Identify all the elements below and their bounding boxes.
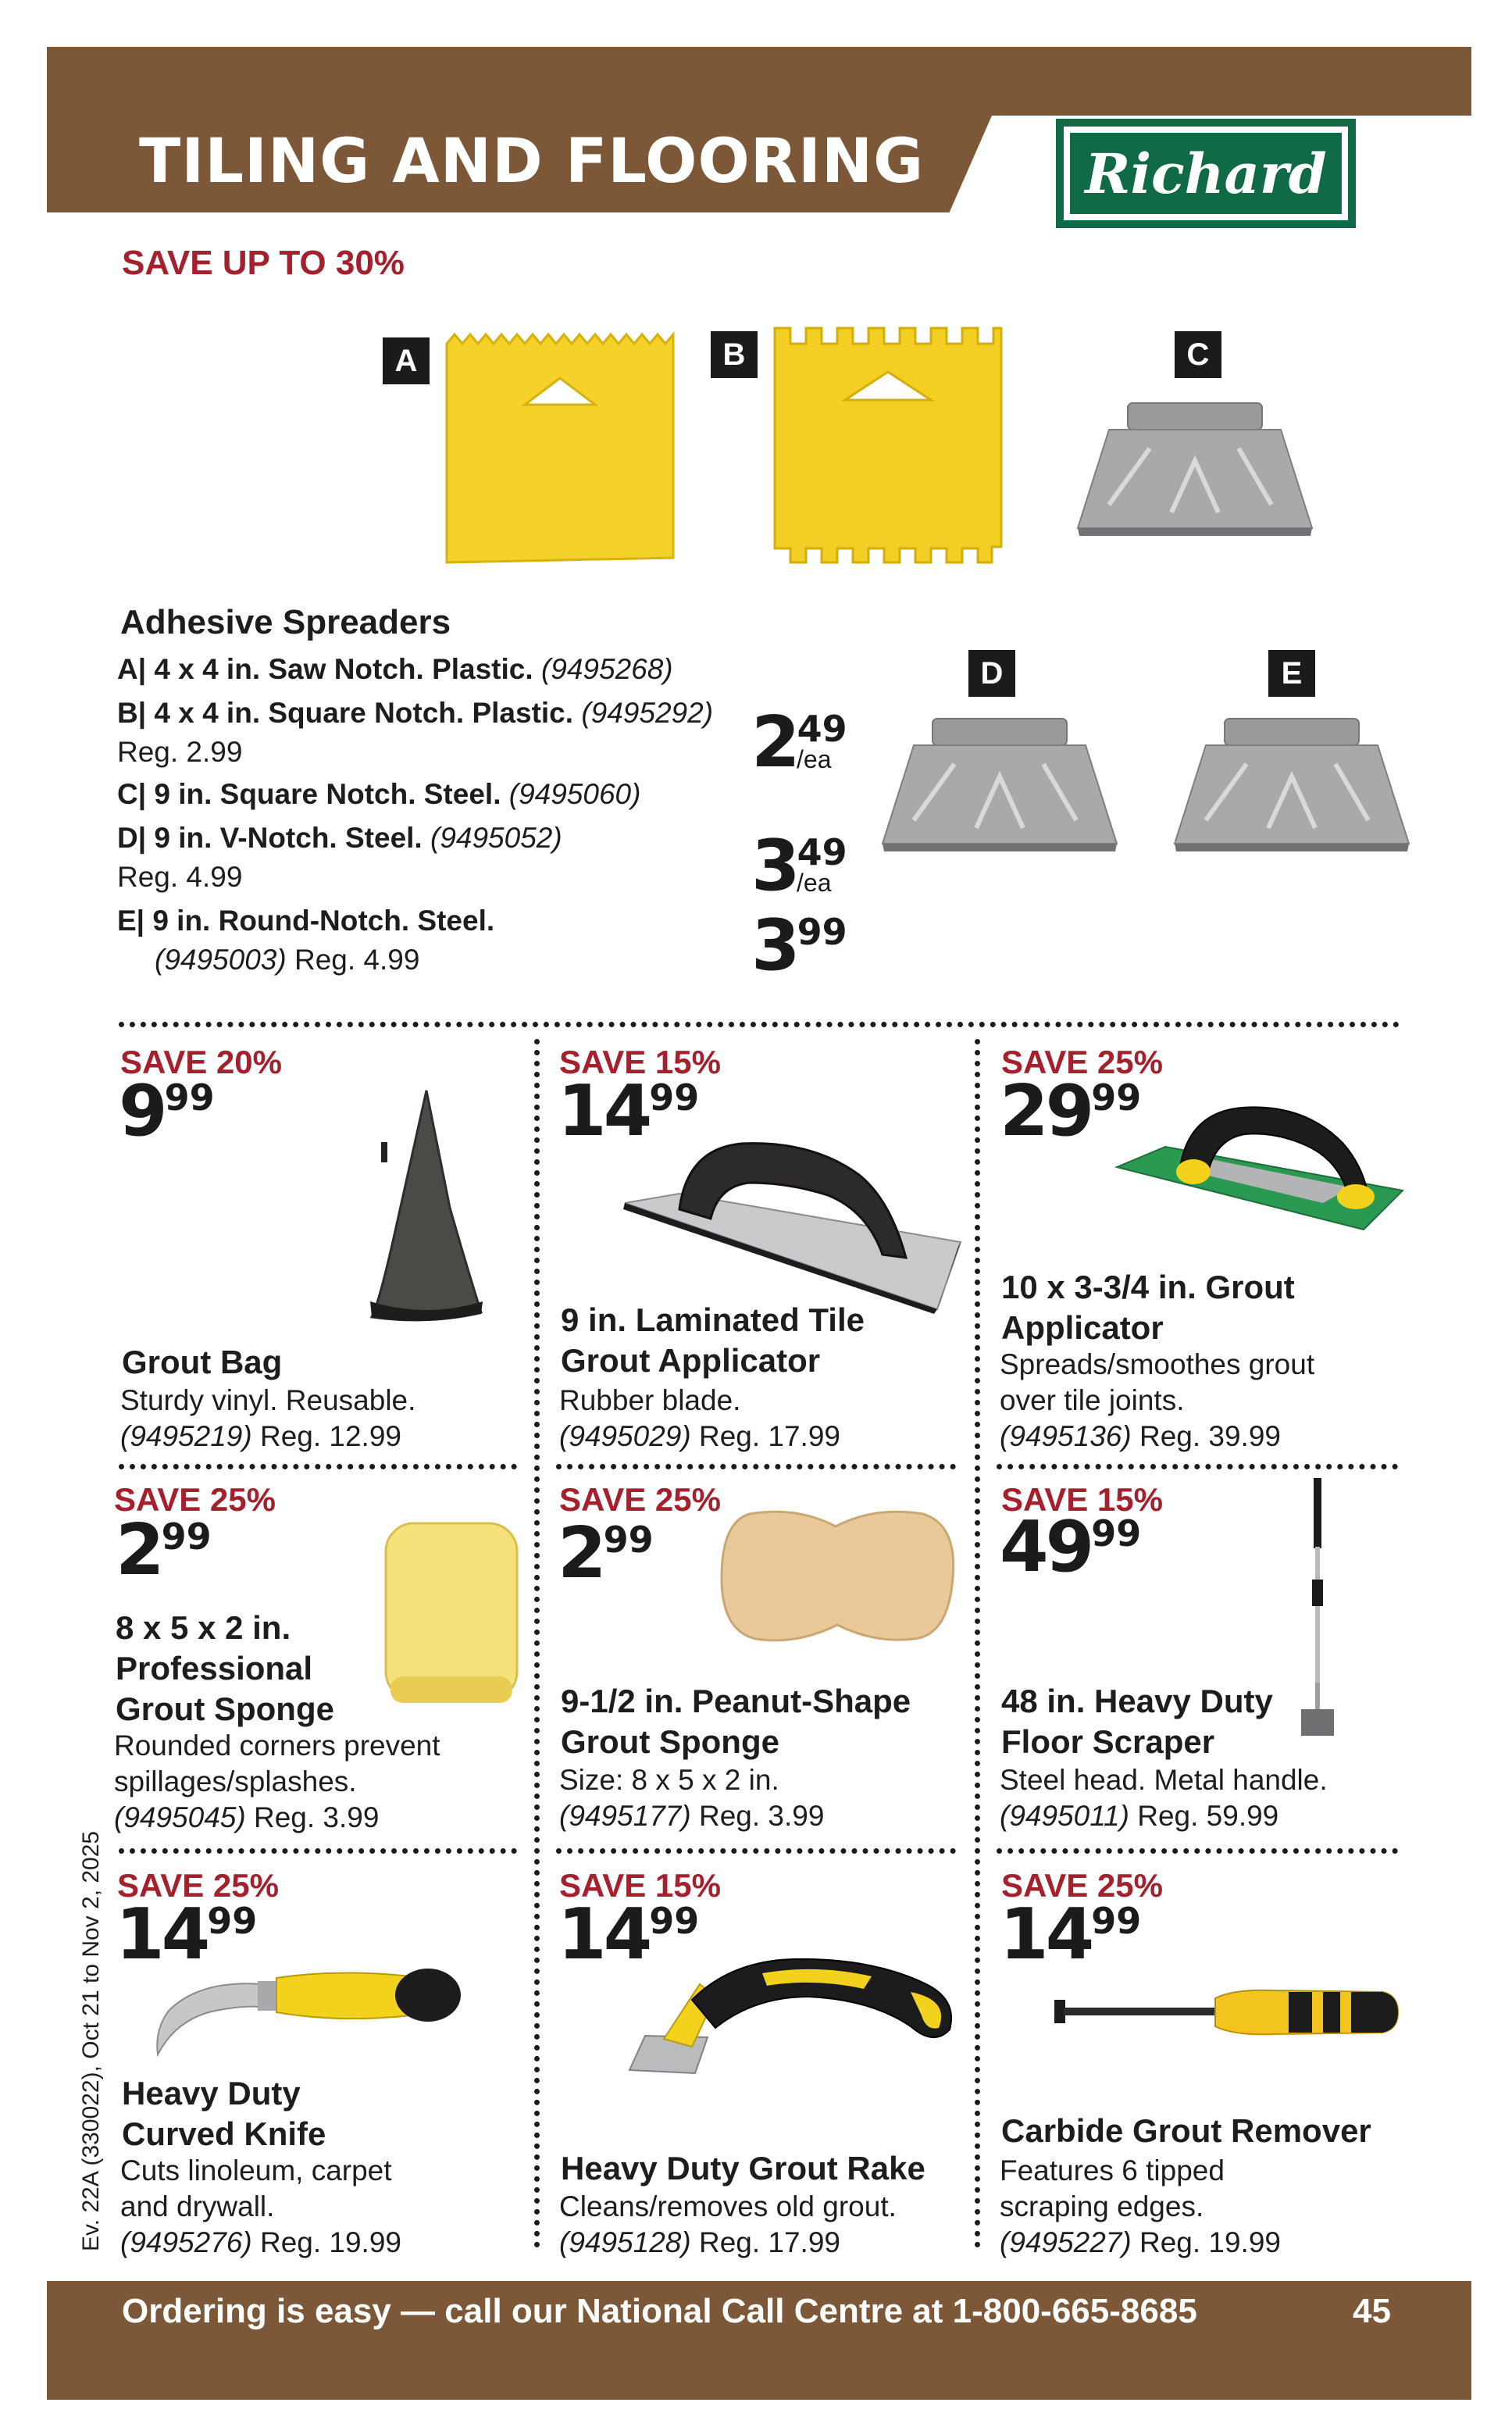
spreader-e-code: (9495003) (155, 944, 287, 976)
divider-row1-col3 (997, 1464, 1398, 1469)
product-3-reg: Reg. 39.99 (1139, 1420, 1281, 1452)
product-7-price (116, 1894, 258, 1976)
spreader-c-code: (9495060) (508, 778, 641, 810)
product-2-name-line: Grout Applicator (561, 1342, 821, 1379)
product-8-reg: Reg. 17.99 (698, 2226, 840, 2258)
flyer-event-code: Ev. 22A (330022), Oct 21 to Nov 2, 2025 (78, 1830, 104, 2251)
badge-b: B (711, 331, 758, 378)
square-notch-spreader-image (775, 328, 1001, 562)
price-cents: 99 (649, 1900, 700, 1942)
spreader-c-letter: C| (117, 778, 147, 810)
product-6-code: (9495011) (1000, 1800, 1129, 1832)
product-1-desc-line: Sturdy vinyl. Reusable. (120, 1384, 416, 1416)
product-3-code: (9495136) (1000, 1420, 1132, 1452)
spreader-a-code: (9495268) (540, 653, 673, 685)
product-7-name-line: Heavy Duty (122, 2075, 301, 2112)
product-4-name-line: 8 x 5 x 2 in. (116, 1609, 291, 1646)
badge-d: D (968, 650, 1015, 697)
badge-c: C (1175, 331, 1221, 378)
spreader-d-code: (9495052) (430, 822, 562, 854)
product-9-desc-line: scraping edges. (1000, 2190, 1204, 2222)
price-dollars: 14 (558, 1070, 650, 1152)
product-6-name-line: Floor Scraper (1001, 1723, 1215, 1760)
price-dollars: 14 (558, 1894, 650, 1976)
product-9-code: (9495227) (1000, 2226, 1132, 2258)
price-cents: 99 (1091, 1076, 1142, 1119)
product-9-name-line: Carbide Grout Remover (1001, 2112, 1371, 2149)
price-dollars: 3 (751, 905, 797, 987)
product-3-code-reg (1000, 1419, 1314, 1455)
price-cents: 99 (649, 1076, 700, 1119)
product-2-code: (9495029) (559, 1420, 691, 1452)
product-9-name (1001, 2111, 1371, 2151)
product-8-code-reg (559, 2225, 897, 2261)
steel-spreader-c-image (1078, 403, 1312, 536)
price-cents: 99 (207, 1900, 258, 1942)
spreader-item-d (117, 822, 562, 855)
price-cents: 99 (797, 911, 847, 953)
price-unit: /ea (797, 869, 832, 897)
divider-col-2 (975, 1039, 980, 2248)
page-number: 45 (1353, 2292, 1391, 2330)
product-8-desc (559, 2189, 897, 2261)
price-dollars: 9 (119, 1070, 165, 1152)
product-8-save: SAVE 15% (559, 1867, 721, 1904)
price-unit: /ea (797, 745, 832, 773)
floor-scraper-image (1296, 1478, 1343, 1744)
product-1-desc (120, 1383, 415, 1455)
page-title: TILING AND FLOORING (139, 127, 925, 197)
footer-call-centre-text: Ordering is easy — call our National Call Centre at 1-800-665-8685 (122, 2292, 1197, 2330)
price-cents: 99 (161, 1515, 212, 1558)
spreader-b-desc: 4 x 4 in. Square Notch. Plastic. (154, 697, 574, 729)
steel-spreader-e-image (1175, 719, 1409, 851)
spreader-c-desc: 9 in. Square Notch. Steel. (154, 778, 501, 810)
carbide-grout-remover-image (1054, 1984, 1398, 2040)
price-cents: 49 (797, 708, 847, 750)
product-4-name (116, 1608, 334, 1730)
product-7-name (122, 2073, 326, 2154)
product-2-reg: Reg. 17.99 (698, 1420, 840, 1452)
product-1-code-reg (120, 1419, 415, 1455)
peanut-grout-sponge-image (719, 1506, 957, 1647)
product-4-reg: Reg. 3.99 (253, 1801, 380, 1833)
spreader-d-reg: Reg. 4.99 (117, 861, 243, 893)
spreader-price-cd (751, 825, 847, 907)
product-7-desc-line: Cuts linoleum, carpet (120, 2154, 392, 2186)
product-3-name (1001, 1267, 1295, 1348)
product-4-code-reg (114, 1800, 440, 1836)
price-cents: 99 (603, 1519, 654, 1561)
product-2-name-line: 9 in. Laminated Tile (561, 1301, 865, 1338)
price-dollars: 3 (751, 825, 797, 907)
spreader-b-reg: Reg. 2.99 (117, 736, 243, 768)
product-3-desc-line: over tile joints. (1000, 1384, 1185, 1416)
product-9-save: SAVE 25% (1001, 1867, 1163, 1904)
product-8-code: (9495128) (559, 2226, 691, 2258)
product-3-name-line: Applicator (1001, 1309, 1164, 1346)
laminated-grout-applicator-image (625, 1125, 961, 1312)
product-6-code-reg (1000, 1798, 1328, 1834)
product-6-name-line: 48 in. Heavy Duty (1001, 1683, 1273, 1719)
spreader-item-a (117, 653, 673, 686)
product-9-reg: Reg. 19.99 (1139, 2226, 1281, 2258)
badge-a: A (383, 337, 430, 384)
product-5-name (561, 1681, 911, 1762)
product-7-reg: Reg. 19.99 (259, 2226, 401, 2258)
product-2-name (561, 1300, 865, 1381)
product-6-desc (1000, 1762, 1328, 1834)
grout-applicator-image (1117, 1097, 1403, 1230)
price-dollars: 2 (751, 701, 797, 784)
saw-notch-spreader-image (447, 334, 673, 566)
spreader-e-letter: E| (117, 905, 145, 937)
badge-e: E (1268, 650, 1315, 697)
product-7-desc-line: and drywall. (120, 2190, 275, 2222)
divider-row2-col3 (997, 1848, 1398, 1854)
spreader-price-e (751, 905, 847, 987)
product-6-desc-line: Steel head. Metal handle. (1000, 1764, 1328, 1796)
product-5-code-reg (559, 1798, 824, 1834)
product-1-price (119, 1070, 215, 1152)
price-cents: 99 (164, 1076, 215, 1119)
professional-grout-sponge-image (383, 1520, 520, 1706)
product-2-desc-line: Rubber blade. (559, 1384, 741, 1416)
price-dollars: 2 (558, 1512, 604, 1594)
price-dollars: 14 (1000, 1894, 1092, 1976)
product-4-price (116, 1509, 212, 1591)
product-9-code-reg (1000, 2225, 1281, 2261)
product-6-save: SAVE 15% (1001, 1481, 1163, 1518)
product-4-desc-line: Rounded corners prevent (114, 1730, 440, 1762)
price-dollars: 2 (116, 1509, 162, 1591)
product-5-price (558, 1512, 654, 1594)
grout-bag-image (348, 1091, 489, 1325)
price-dollars: 14 (116, 1894, 208, 1976)
spreader-b-letter: B| (117, 697, 147, 729)
product-7-save: SAVE 25% (117, 1867, 279, 1904)
product-8-name-line: Heavy Duty Grout Rake (561, 2150, 925, 2186)
product-4-name-line: Grout Sponge (116, 1690, 334, 1727)
price-cents: 49 (797, 831, 847, 873)
product-5-desc-line: Size: 8 x 5 x 2 in. (559, 1764, 779, 1796)
price-cents: 99 (1091, 1900, 1142, 1942)
product-4-desc-line: spillages/splashes. (114, 1765, 357, 1797)
product-2-save: SAVE 15% (559, 1044, 721, 1080)
brand-logo-text: Richard (1085, 141, 1327, 206)
product-8-desc-line: Cleans/removes old grout. (559, 2190, 897, 2222)
spreader-item-c (117, 778, 640, 811)
product-1-code: (9495219) (120, 1420, 252, 1452)
product-1-save: SAVE 20% (120, 1044, 282, 1080)
product-3-desc (1000, 1347, 1314, 1455)
spreader-e-code-reg (155, 944, 419, 976)
product-7-code-reg (120, 2225, 401, 2261)
divider-top (119, 1022, 1400, 1027)
product-9-price (1000, 1894, 1142, 1976)
product-4-save: SAVE 25% (114, 1481, 276, 1518)
spreader-d-letter: D| (117, 822, 147, 854)
spreader-item-b (117, 697, 713, 730)
product-6-reg: Reg. 59.99 (1137, 1800, 1279, 1832)
spreader-a-letter: A| (117, 653, 147, 685)
divider-row1-col2 (556, 1464, 956, 1469)
product-1-name-line: Grout Bag (122, 1344, 283, 1380)
header-band (47, 47, 1471, 116)
divider-row2-col2 (556, 1848, 956, 1854)
product-7-code: (9495276) (120, 2226, 252, 2258)
product-5-save: SAVE 25% (559, 1481, 721, 1518)
spreader-d-desc: 9 in. V-Notch. Steel. (154, 822, 423, 854)
spreaders-title: Adhesive Spreaders (120, 603, 451, 641)
product-4-code: (9495045) (114, 1801, 246, 1833)
product-8-name (561, 2148, 925, 2189)
product-9-desc (1000, 2153, 1281, 2261)
product-5-desc (559, 1762, 824, 1834)
product-2-code-reg (559, 1419, 840, 1455)
price-dollars: 49 (1000, 1506, 1092, 1588)
divider-row1-col1 (119, 1464, 517, 1469)
product-6-price (1000, 1506, 1142, 1588)
promo-save-text: SAVE UP TO 30% (122, 244, 405, 282)
divider-col-1 (534, 1039, 540, 2248)
spreader-price-ab (751, 701, 847, 784)
price-cents: 99 (1091, 1512, 1142, 1555)
product-7-name-line: Curved Knife (122, 2115, 326, 2152)
product-6-name (1001, 1681, 1273, 1762)
spreader-a-desc: 4 x 4 in. Saw Notch. Plastic. (154, 653, 533, 685)
product-1-name (122, 1342, 282, 1383)
product-5-name-line: Grout Sponge (561, 1723, 779, 1760)
product-4-desc (114, 1728, 440, 1836)
product-5-code: (9495177) (559, 1800, 691, 1832)
grout-rake-image (614, 1953, 957, 2078)
product-9-desc-line: Features 6 tipped (1000, 2154, 1225, 2186)
product-3-save: SAVE 25% (1001, 1044, 1163, 1080)
spreader-e-desc: 9 in. Round-Notch. Steel. (152, 905, 495, 937)
product-1-reg: Reg. 12.99 (259, 1420, 401, 1452)
product-2-desc (559, 1383, 840, 1455)
product-5-reg: Reg. 3.99 (698, 1800, 825, 1832)
product-3-name-line: 10 x 3-3/4 in. Grout (1001, 1269, 1295, 1305)
steel-spreader-d-image (883, 719, 1117, 851)
spreader-b-code: (9495292) (581, 697, 714, 729)
divider-row2-col1 (119, 1848, 517, 1854)
curved-knife-image (153, 1964, 462, 2058)
price-dollars: 29 (1000, 1070, 1092, 1152)
product-4-name-line: Professional (116, 1650, 313, 1687)
spreader-item-e (117, 905, 494, 937)
brand-logo-panel (1070, 133, 1342, 214)
product-7-desc (120, 2153, 401, 2261)
spreader-e-reg: Reg. 4.99 (294, 944, 420, 976)
product-5-name-line: 9-1/2 in. Peanut-Shape (561, 1683, 911, 1719)
product-3-desc-line: Spreads/smoothes grout (1000, 1348, 1315, 1380)
